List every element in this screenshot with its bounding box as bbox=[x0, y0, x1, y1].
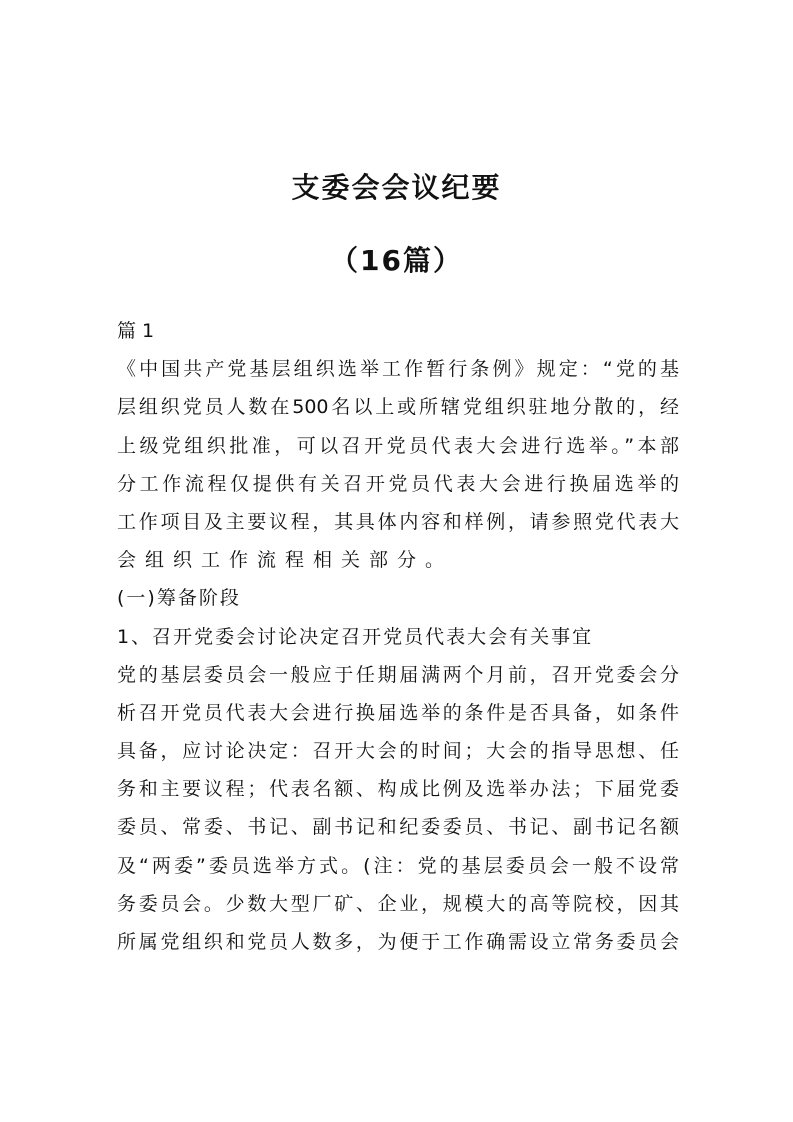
paragraph-line: 具备，应讨论决定：召开大会的时间；大会的指导思想、任 bbox=[117, 740, 679, 763]
paragraph-line: 所属党组织和党员人数多，为便于工作确需设立常务委员会 bbox=[117, 931, 679, 953]
paragraph-line: 《中国共产党基层组织选举工作暂行条例》规定：“党的基 bbox=[117, 358, 679, 381]
paragraph-line: 上级党组织批准，可以召开党员代表大会进行选举。”本部 bbox=[117, 434, 679, 457]
paragraph-line: 会组织工作流程相关部分。 bbox=[117, 549, 454, 572]
heading-stage: (一)筹备阶段 bbox=[117, 587, 241, 610]
paragraph-line: 委员、常委、书记、副书记和纪委委员、书记、副书记名额 bbox=[117, 816, 679, 839]
document-title: 支委会会议纪要 bbox=[291, 171, 502, 204]
paragraph-line: 分工作流程仅提供有关召开党员代表大会进行换届选举的 bbox=[117, 472, 679, 495]
paragraph-line: 层组织党员人数在500名以上或所辖党组织驻地分散的，经 bbox=[117, 396, 679, 419]
paragraph-line: 务和主要议程；代表名额、构成比例及选举办法；下届党委 bbox=[117, 778, 679, 801]
paragraph-line: 党的基层委员会一般应于任期届满两个月前，召开党委会分 bbox=[117, 663, 679, 686]
paragraph-line: 务委员会。少数大型厂矿、企业，规模大的高等院校，因其 bbox=[117, 892, 679, 915]
paragraph-line: 工作项目及主要议程，其具体内容和样例，请参照党代表大 bbox=[117, 510, 679, 533]
document-body bbox=[117, 312, 679, 961]
heading-item: 1、召开党委会讨论决定召开党员代表大会有关事宜 bbox=[117, 625, 594, 648]
document-subtitle: （16篇） bbox=[330, 244, 463, 277]
paragraph-line: 及“两委”委员选举方式。(注：党的基层委员会一般不设常 bbox=[117, 854, 679, 877]
paragraph-line: 析召开党员代表大会进行换届选举的条件是否具备，如条件 bbox=[117, 701, 679, 724]
section-label: 篇 1 bbox=[117, 320, 155, 342]
